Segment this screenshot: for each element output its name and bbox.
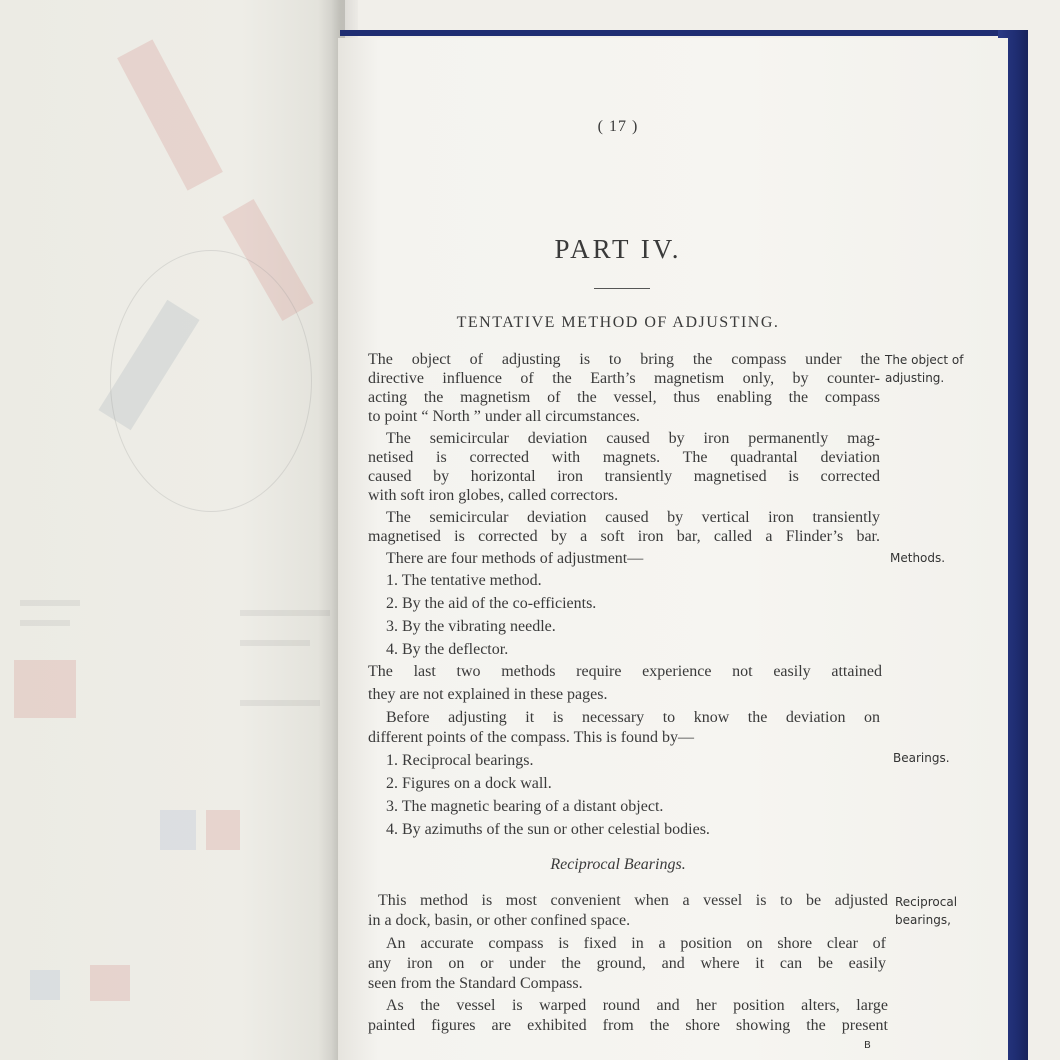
body-line: directive influence of the Earth’s magnetism only, by counter- <box>368 370 880 387</box>
page-number: ( 17 ) <box>597 118 639 135</box>
section-title: TENTATIVE METHOD OF ADJUSTING. <box>456 314 780 331</box>
signature-mark: B <box>864 1040 871 1051</box>
body-line: to point “ North ” under all circumstances. <box>368 408 640 425</box>
bleed-through-red-bar <box>117 39 223 190</box>
margin-note: The object of <box>885 353 964 367</box>
body-line: The semicircular deviation caused by vertical iron transiently <box>386 509 880 526</box>
page-right <box>338 38 1008 1060</box>
body-line: The last two methods require experience not easily attained <box>368 663 882 680</box>
body-line: in a dock, basin, or other confined space. <box>368 912 631 929</box>
body-line: with soft iron globes, called correctors. <box>368 487 619 504</box>
margin-note: Reciprocal <box>895 895 958 909</box>
list-item: 2. By the aid of the co-efficients. <box>386 595 597 612</box>
body-line: Before adjusting it is necessary to know the deviation on <box>386 709 880 726</box>
bleed-through-swatch-5 <box>90 965 130 1001</box>
body-line: acting the magnetism of the vessel, thus enabling the compass <box>368 389 880 406</box>
list-item: 3. The magnetic bearing of a distant object. <box>386 798 664 815</box>
body-line: magnetised is corrected by a soft iron bar, called a Flinder’s bar. <box>368 528 880 545</box>
bleed-through-circle <box>110 250 312 512</box>
body-line: This method is most convenient when a vessel is to be adjusted <box>378 892 888 909</box>
margin-note: Bearings. <box>893 751 950 765</box>
list-item: 4. By azimuths of the sun or other celestial bodies. <box>386 821 710 838</box>
list-item: 1. The tentative method. <box>386 572 542 589</box>
list-item: 3. By the vibrating needle. <box>386 618 556 635</box>
body-line: any iron on or under the ground, and where it can be easily <box>368 955 886 972</box>
bleed-through-swatch <box>14 660 76 718</box>
list-item: 1. Reciprocal bearings. <box>386 752 534 769</box>
bleed-through-text <box>240 700 320 706</box>
title-rule <box>594 288 650 289</box>
body-line: An accurate compass is fixed in a position on shore clear of <box>386 935 886 952</box>
list-item: 2. Figures on a dock wall. <box>386 775 552 792</box>
margin-note: adjusting. <box>885 371 945 385</box>
bleed-through-text <box>240 640 310 646</box>
body-line: seen from the Standard Compass. <box>368 975 583 992</box>
body-line: they are not explained in these pages. <box>368 686 608 703</box>
body-line: The object of adjusting is to bring the compass under the <box>368 351 880 368</box>
bleed-through-text <box>240 610 330 616</box>
facing-page-left <box>0 0 345 1060</box>
body-line: netised is corrected with magnets. The quadrantal deviation <box>368 449 880 466</box>
bleed-through-swatch-2 <box>160 810 196 850</box>
body-line: different points of the compass. This is found by— <box>368 729 695 746</box>
body-line: The semicircular deviation caused by iron permanently mag- <box>386 430 880 447</box>
book-cover-top-edge <box>340 30 1028 36</box>
margin-note: Methods. <box>890 551 946 565</box>
subheading-reciprocal-bearings: Reciprocal Bearings. <box>550 856 686 873</box>
body-line: As the vessel is warped round and her position alters, large <box>386 997 888 1014</box>
bleed-through-swatch-4 <box>30 970 60 1000</box>
list-item: 4. By the deflector. <box>386 641 509 658</box>
body-line: There are four methods of adjustment— <box>386 550 644 567</box>
body-line: painted figures are exhibited from the shore showing the present <box>368 1017 888 1034</box>
bleed-through-text <box>20 620 70 626</box>
bleed-through-text <box>20 600 80 606</box>
margin-note: bearings, <box>895 913 951 927</box>
part-title: PART IV. <box>554 234 682 264</box>
bleed-through-swatch-3 <box>206 810 240 850</box>
body-line: caused by horizontal iron transiently magnetised is corrected <box>368 468 880 485</box>
